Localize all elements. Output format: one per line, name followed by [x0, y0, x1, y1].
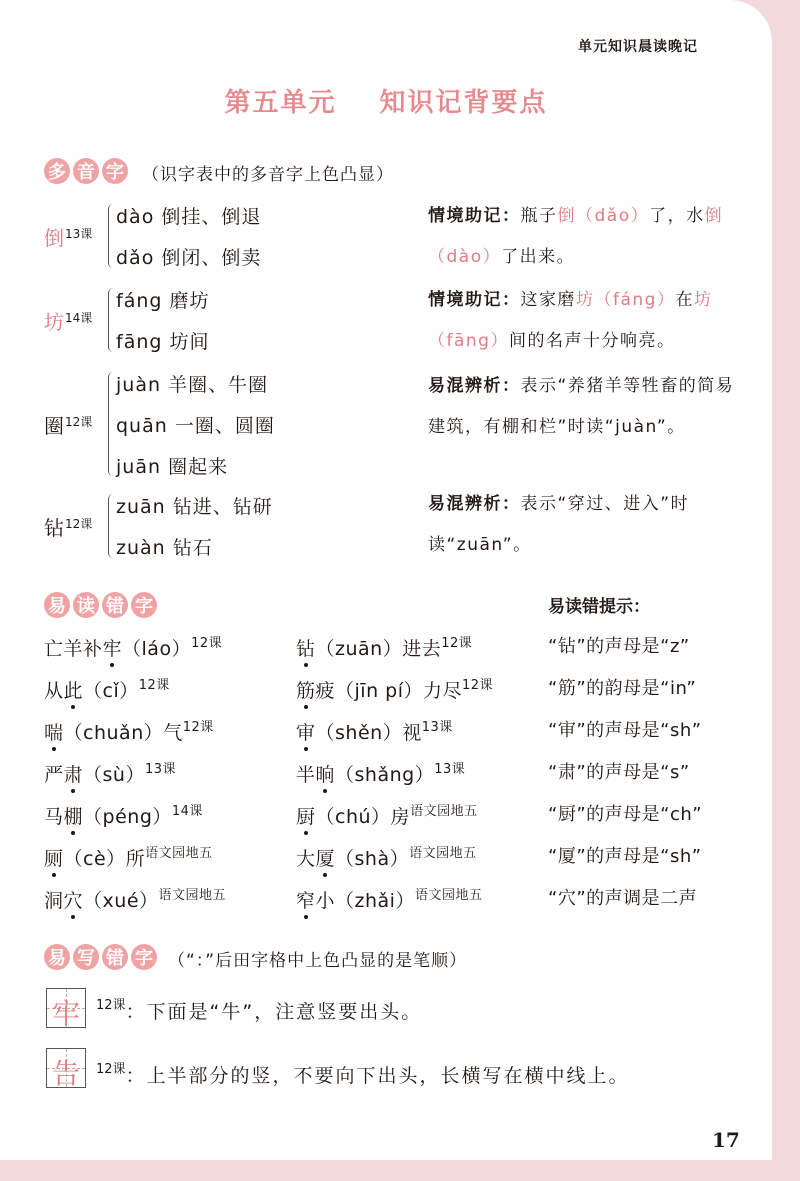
misread-item: 洞穴（xué）$^{语文园地五}$: [44, 888, 227, 912]
tip-dao: 情境助记：瓶子倒（dǎo）了，水倒（dào）了出来。: [428, 206, 724, 267]
miswrite-badge: 易 写 错 字: [44, 944, 157, 970]
topic-title: 知识记背要点: [379, 88, 548, 118]
reading: dào 倒挂、倒退: [116, 206, 262, 228]
misread-item: 钻（zuān）进去$^{12课}$: [296, 636, 473, 660]
misread-item: 厨（chú）房$^{语文园地五}$: [296, 804, 478, 828]
polyphonic-badge: 多 音 字: [44, 158, 128, 184]
misread-item: 厕（cè）所$^{语文园地五}$: [44, 846, 213, 870]
reading: juàn 羊圈、牛圈: [116, 374, 269, 396]
miswrite-line: $^{12课}$：下面是“牛”，注意竖要出头。: [96, 998, 423, 1023]
unit-title: 第五单元: [224, 88, 337, 118]
page-number: 17: [712, 1128, 740, 1152]
poly-head-fang: 坊$^{14课}$: [44, 310, 93, 334]
char-grid-lao: 牢: [46, 988, 86, 1028]
misread-hint: “肃”的声母是“s”: [548, 762, 690, 783]
misread-hint: “穴”的声调是二声: [548, 888, 698, 909]
reading: juān 圈起来: [116, 456, 229, 478]
misread-hint: “厨”的声母是“ch”: [548, 804, 703, 825]
reading: dǎo 倒闭、倒卖: [116, 247, 262, 269]
reading: quān 一圈、圆圈: [116, 415, 275, 437]
misread-item: 半晌（shǎng）$^{13课}$: [296, 762, 466, 786]
misread-item: 严肃（sù）$^{13课}$: [44, 762, 177, 786]
misread-hint: “审”的声母是“sh”: [548, 720, 702, 741]
misread-item: 亡羊补牢（láo）$^{12课}$: [44, 636, 223, 660]
misread-item: 马棚（péng）$^{14课}$: [44, 804, 203, 828]
misread-item: 审（shěn）视$^{13课}$: [296, 720, 453, 744]
brace: [108, 372, 113, 476]
tip-fang: 情境助记：这家磨坊（fáng）在坊（fāng）间的名声十分响亮。: [428, 290, 713, 351]
misread-item: 从此（cǐ）$^{12课}$: [44, 678, 170, 702]
misread-item: 喘（chuǎn）气$^{12课}$: [44, 720, 214, 744]
misread-item: 大厦（shà）$^{语文园地五}$: [296, 846, 477, 870]
hint-title: 易读错提示：: [548, 597, 650, 617]
misread-hint: “钻”的声母是“z”: [548, 636, 690, 657]
reading: zuān 钻进、钻研: [116, 496, 273, 518]
poly-head-quan: 圈$^{12课}$: [44, 414, 93, 438]
miswrite-line: $^{12课}$：上半部分的竖，不要向下出头，长横写在横中线上。: [96, 1062, 630, 1087]
reading: fáng 磨坊: [116, 290, 210, 312]
brace: [108, 494, 113, 558]
misread-hint: “厦”的声母是“sh”: [548, 846, 702, 867]
misread-item: 窄小（zhǎi）$^{语文园地五}$: [296, 888, 483, 912]
page-title: [0, 82, 772, 119]
reading: zuàn 钻石: [116, 537, 213, 559]
poly-head-dao: 倒$^{13课}$: [44, 226, 93, 250]
corner-label: 单元知识晨读晚记: [578, 39, 698, 55]
misread-badge: 易 读 错 字: [44, 592, 157, 618]
misread-hint: “筋”的韵母是“in”: [548, 678, 697, 699]
tip-quan: 易混辨析：表示“养猪羊等牲畜的简易建筑，有棚和栏”时读“juàn”。: [428, 376, 735, 437]
poly-head-zuan: 钻$^{12课}$: [44, 516, 93, 540]
reading: fāng 坊间: [116, 331, 210, 353]
misread-item: 筋疲（jīn pí）力尽$^{12课}$: [296, 678, 494, 702]
char-grid-gao: 告: [46, 1048, 86, 1088]
brace: [108, 204, 113, 268]
polyphonic-note: （识字表中的多音字上色凸显）: [142, 165, 394, 185]
miswrite-note: （“：”后田字格中上色凸显的是笔顺）: [168, 951, 468, 971]
tip-zuan: 易混辨析：表示“穿过、进入”时读“zuān”。: [428, 494, 690, 555]
brace: [108, 288, 113, 352]
